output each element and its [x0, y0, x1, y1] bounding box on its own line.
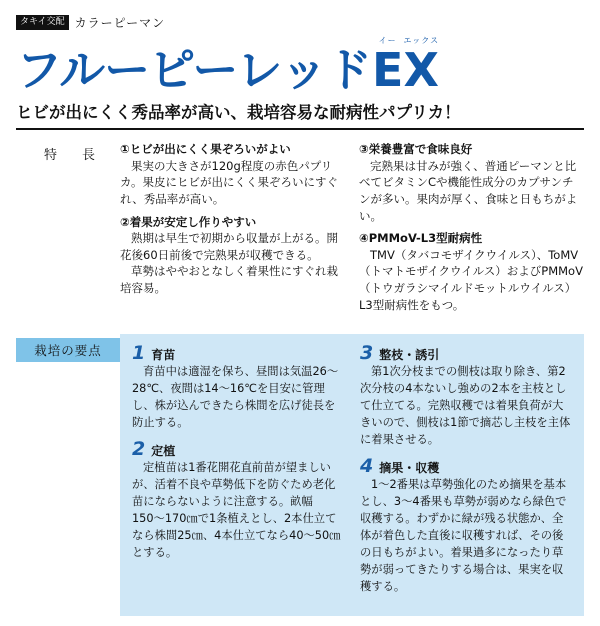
kicker-row: [16, 14, 584, 31]
point-item: [360, 457, 572, 596]
features-body: [120, 142, 584, 320]
features-column-left: [120, 142, 345, 320]
point-number: 3: [360, 342, 374, 365]
feature-heading: ④PMMoV-L3型耐病性: [359, 231, 483, 246]
product-title: フルーピーレッド: [16, 43, 371, 97]
points-label-col: [16, 334, 120, 615]
feature-text-2: 草勢はややおとなしく着果性にすぐれ栽培容易。: [120, 264, 338, 296]
category-label: カラーピーマン: [74, 16, 166, 30]
points-panel: [120, 334, 584, 615]
point-title: 摘果・収穫: [379, 461, 440, 476]
points-section: [16, 334, 584, 615]
title-char-e: E: [371, 43, 404, 97]
title-char-x-group: [403, 36, 440, 97]
feature-heading: ②着果が安定し作りやすい: [120, 214, 257, 229]
point-text: 第1次分枝までの側枝は取り除き、第2次分枝の4本ないし強めの2本を主枝として仕立てる。完熟収穫では着果負荷が大きいので、側枝は1節で摘芯し主枝を主体に着果させる。: [360, 365, 571, 447]
point-title: 育苗: [151, 348, 176, 363]
feature-text: 果実の大きさが120g程度の赤色パプリカ。果皮にヒビが出にくく果ぞろいにすぐれ、秀品率が高い。: [120, 158, 339, 206]
title-char-e-group: [371, 36, 404, 97]
feature-heading: ③栄養豊富で食味良好: [359, 142, 473, 156]
ruby-x: エックス: [403, 36, 440, 45]
page-footer-space: [16, 616, 584, 626]
subtitle: ヒビが出にくく秀品率が高い、栽培容易な耐病性パプリカ！: [16, 103, 461, 122]
feature-item: [359, 142, 584, 224]
brand-badge: タキイ交配: [16, 15, 69, 30]
feature-text: TMV（タバコモザイクウイルス）、ToMV（トマトモザイクウイルス）およびPMMoV（トウガラシマイルドモットルウイルス）L3型耐病性をもつ。: [359, 247, 583, 312]
features-label-col: [16, 142, 120, 320]
title-row: [16, 36, 584, 97]
points-label: 栽培の要点: [16, 338, 120, 362]
points-column-left: [132, 344, 344, 603]
feature-item: [359, 231, 584, 313]
point-text: 育苗中は適湿を保ち、昼間は気温26〜28℃、夜間は14〜16℃を目安に管理し、株が込んできたら株間を広げ徒長を防止する。: [132, 365, 339, 430]
point-title: 整枝・誘引: [379, 348, 440, 363]
features-section: [16, 142, 584, 320]
point-item: [360, 344, 572, 449]
points-column-right: [360, 344, 572, 603]
features-column-right: [359, 142, 584, 320]
point-title: 定植: [151, 444, 176, 459]
feature-text: 熟期は早生で初期から収量が上がる。開花後60日前後で完熟果が収穫できる。: [120, 231, 338, 262]
point-number: 4: [360, 455, 374, 478]
point-text: 定植苗は1番花開花直前苗が望ましいが、活着不良や草勢低下を防ぐため老化苗にならないように注意する。畝幅150〜170㎝で1条植えとし、2本仕立てなら株間25㎝、4本仕立てなら40〜50㎝とする。: [132, 461, 341, 559]
point-heading: [132, 344, 344, 363]
point-item: [132, 440, 344, 562]
features-label: 特 長: [44, 148, 102, 163]
point-text: 1〜2番果は草勢強化のため摘果を基本とし、3〜4番果も草勢が弱めなら緑色で収穫する。わずかに緑が残る状態か、全体が着色した直後に収穫すれば、その後の日もちがよい。着果過多になったり草勢が弱ってきたりする場合は、果実を収穫する。: [360, 478, 567, 593]
point-item: [132, 344, 344, 432]
point-heading: [132, 440, 344, 459]
title-char-x: X: [403, 43, 439, 97]
feature-item: [120, 215, 345, 297]
ruby-e: イー: [378, 36, 397, 45]
feature-text: 完熟果は甘みが強く、普通ピーマンと比べてビタミンCや機能性成分のカプサンチンが多い。果肉が厚く、食味と日もちがよい。: [359, 158, 578, 223]
header-divider: [16, 128, 584, 130]
point-heading: [360, 457, 572, 476]
point-heading: [360, 344, 572, 363]
feature-item: [120, 142, 345, 208]
feature-heading: ①ヒビが出にくく果ぞろいがよい: [120, 142, 291, 156]
point-number: 2: [132, 438, 146, 461]
point-number: 1: [132, 342, 146, 365]
title-ruby-group: [371, 36, 440, 97]
